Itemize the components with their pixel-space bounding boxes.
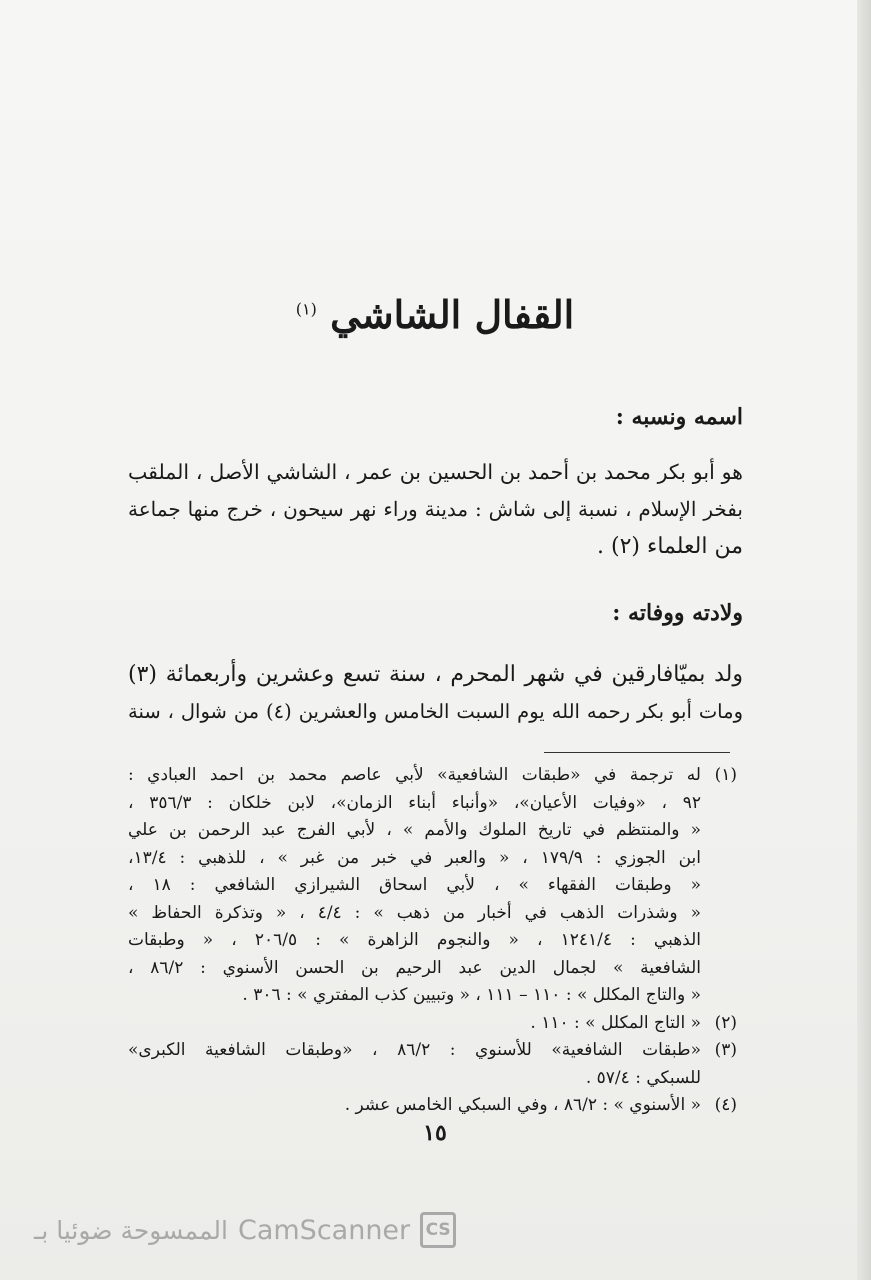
camscanner-logo-icon: CS	[420, 1212, 456, 1248]
footnote-line: « الأسنوي » : ٨٦/٢ ، وفي السبكي الخامس عشر .	[344, 1095, 701, 1115]
footnote-4	[128, 1092, 737, 1120]
footnote-line: « والتاج المكلل » : ١١٠ – ١١١ ، « وتبيين كذب المفتري » : ٣٠٦ .	[242, 985, 701, 1005]
footnote-3	[128, 1037, 737, 1092]
footnote-number: (٣)	[714, 1040, 737, 1060]
watermark-brand: CamScanner	[237, 1214, 411, 1246]
footnote-number: (١)	[714, 765, 737, 785]
section-paragraph-name	[128, 454, 743, 565]
footnote-line: « التاج المكلل » : ١١٠ .	[530, 1012, 701, 1033]
page-edge-shadow	[857, 0, 871, 1280]
section-heading-name: اسمه ونسبه :	[615, 404, 743, 430]
footnote-line: الشافعية » لجمال الدين عبد الرحيم بن الحسن الأسنوي : ٨٦/٢ ،	[128, 957, 702, 978]
page-number: ١٥	[423, 1120, 447, 1146]
footnote-line: «طبقات الشافعية» للأسنوي : ٨٦/٢ ، «وطبقات الشافعية الكبرى»	[128, 1040, 701, 1060]
title-text: القفال الشاشي	[330, 292, 575, 337]
footnote-body	[128, 762, 701, 1010]
footnote-body	[128, 1010, 701, 1038]
footnote-line: للسبكي : ٥٧/٤ .	[585, 1067, 701, 1088]
footnotes	[128, 762, 737, 1120]
footnote-divider	[544, 752, 730, 753]
section-paragraph-birth-death	[128, 656, 743, 730]
paragraph-line: ومات أبو بكر رحمه الله يوم السبت الخامس والعشرين (٤) من شوال ، سنة	[128, 700, 743, 723]
section-heading-birth-death: ولادته ووفاته :	[612, 600, 743, 626]
footnote-line: ٩٢ ، «وفيات الأعيان»، «وأنباء أبناء الزمان»، لابن خلكان : ٣٥٦/٣ ،	[128, 792, 702, 813]
paragraph-line: هو أبو بكر محمد بن أحمد بن الحسين بن عمر ، الشاشي الأصل ، الملقب	[128, 460, 743, 484]
paragraph-line: ولد بميّافارقين في شهر المحرم ، سنة تسع وعشرين وأربعمائة (٣)	[128, 662, 743, 687]
footnote-body	[128, 1092, 701, 1120]
footnote-body	[128, 1037, 701, 1092]
footnote-line: « والمنتظم في تاريخ الملوك والأمم » ، لأبي الفرج عبد الرحمن بن علي	[128, 820, 701, 840]
footnote-number: (٤)	[714, 1095, 737, 1115]
footnote-line: ابن الجوزي : ١٧٩/٩ ، « والعبر في خبر من غبر » ، للذهبي : ١٣/٤،	[128, 847, 701, 868]
page-title	[250, 292, 620, 337]
footnote-line: له ترجمة في «طبقات الشافعية» لأبي عاصم محمد بن احمد العبادي :	[128, 765, 701, 785]
paragraph-line: من العلماء (٢) .	[597, 534, 743, 559]
watermark-arabic-text: الممسوحة ضوئيا بـ	[34, 1215, 228, 1245]
paragraph-line: بفخر الإسلام ، نسبة إلى شاش : مدينة وراء نهر سيحون ، خرج منها جماعة	[128, 497, 743, 521]
footnote-1	[128, 762, 737, 1010]
footnote-2	[128, 1010, 737, 1038]
title-footnote-marker: (١)	[295, 299, 317, 319]
camscanner-watermark	[34, 1210, 456, 1250]
footnote-number: (٢)	[714, 1012, 737, 1033]
footnote-line: الذهبي : ١٢٤١/٤ ، « والنجوم الزاهرة » : ٢٠٦/٥ ، « وطبقات	[128, 930, 701, 950]
footnote-line: « وطبقات الفقهاء » ، لأبي اسحاق الشيرازي الشافعي : ١٨ ،	[128, 875, 702, 895]
footnote-line: « وشذرات الذهب في أخبار من ذهب » : ٤/٤ ، « وتذكرة الحفاظ »	[128, 902, 701, 923]
